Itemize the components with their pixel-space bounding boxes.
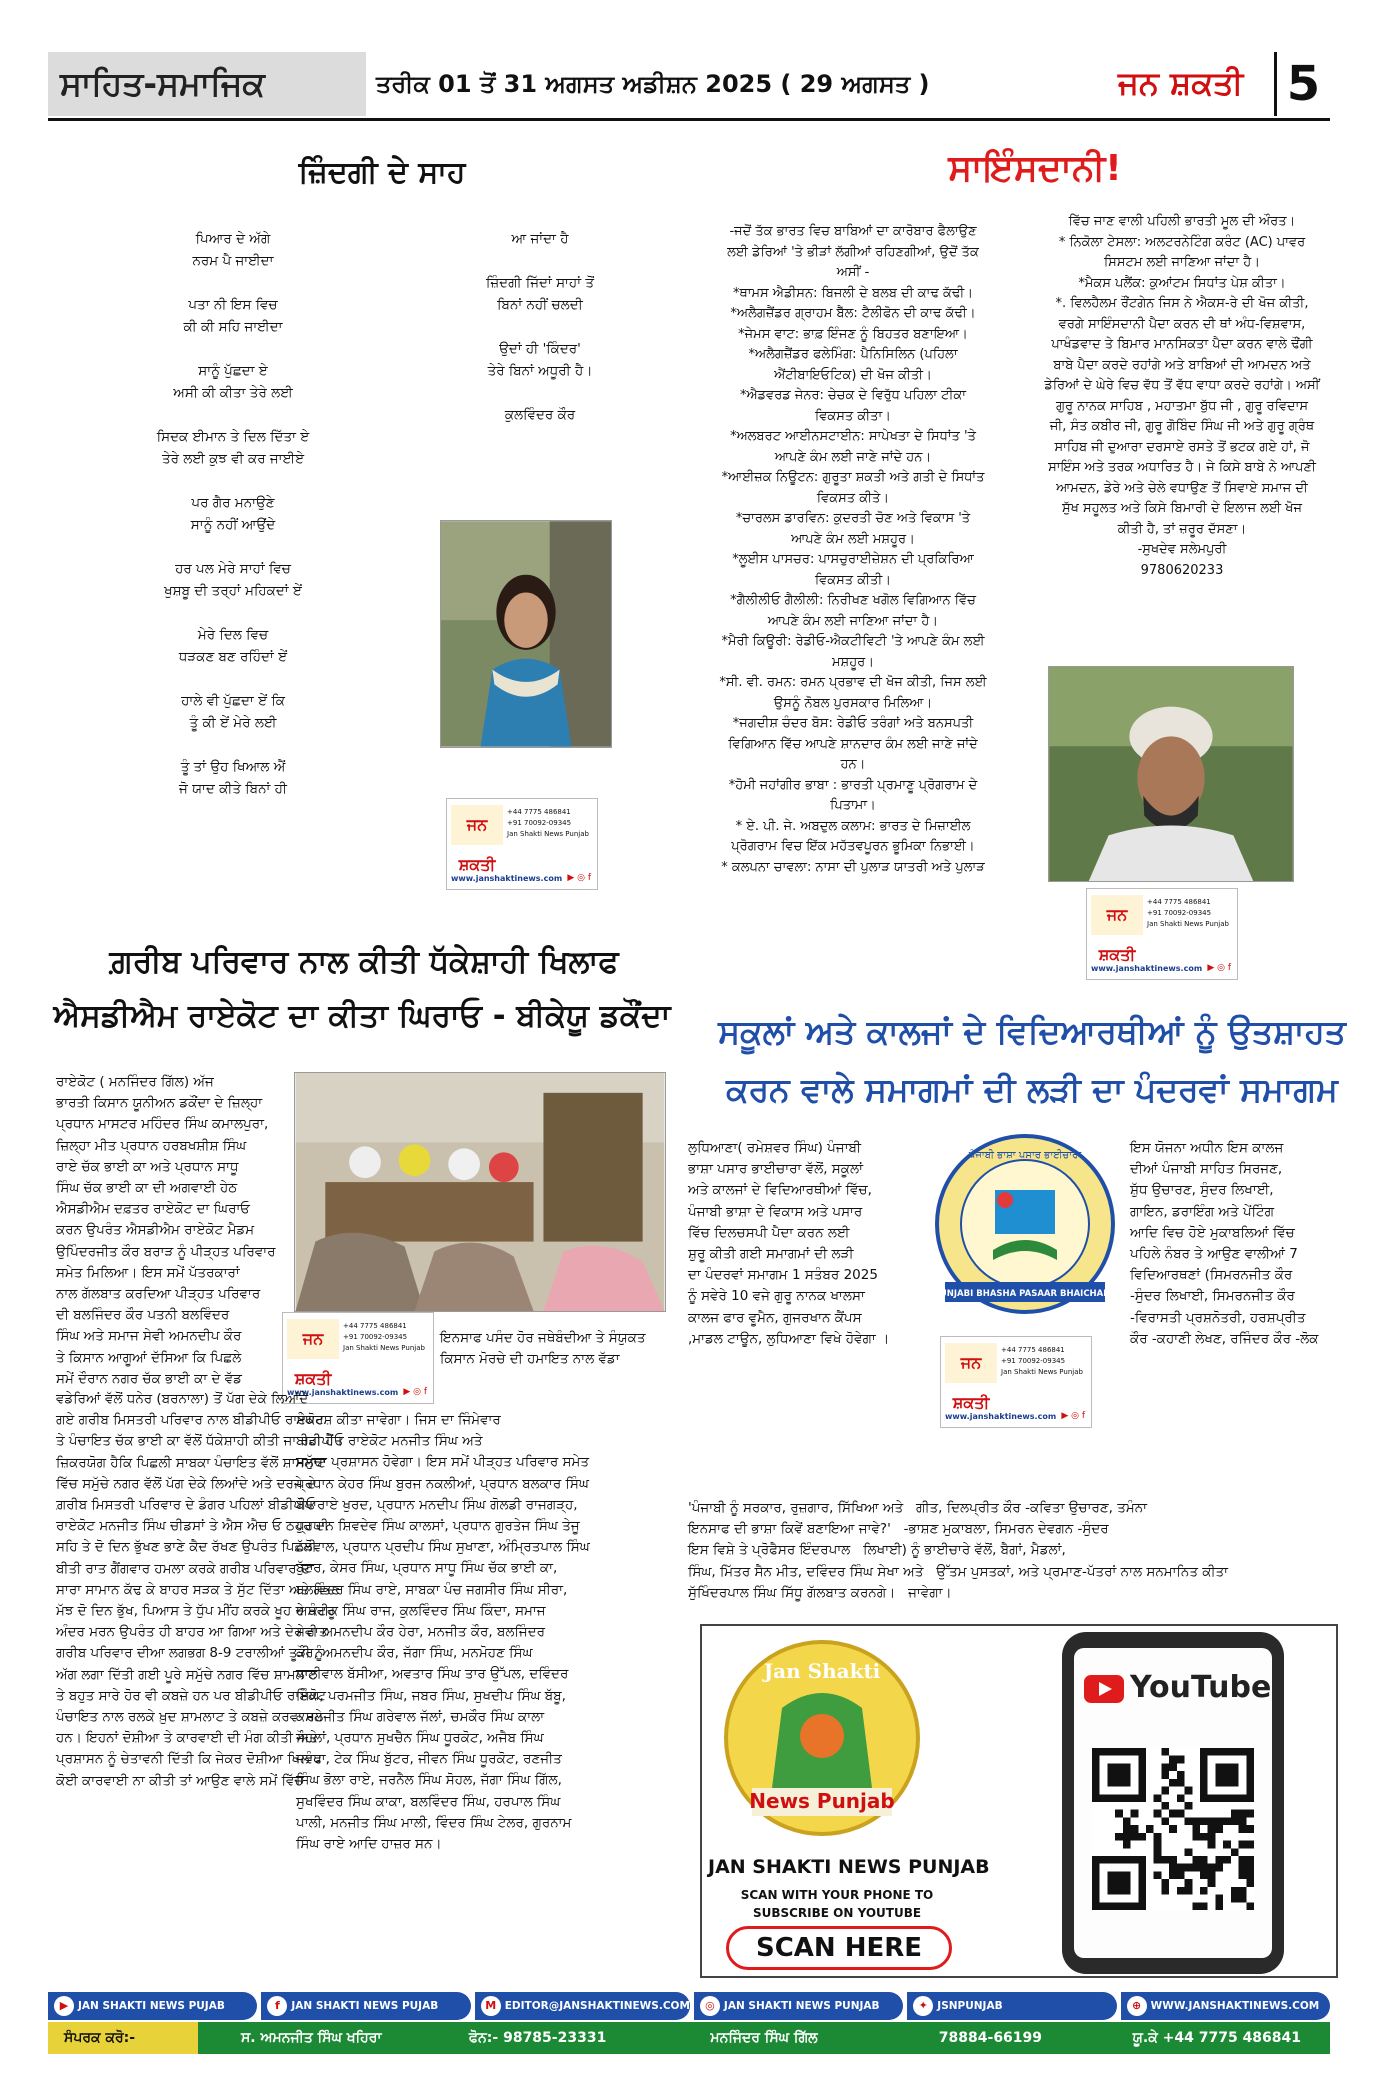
article-line: ਸੰਘਰਸ਼ ਕੀਤਾ ਜਾਵੇਗਾ। ਜਿਸ ਦਾ ਜਿੰਮੇਵਾਰ	[296, 1412, 501, 1428]
article-line: ਕੌਰ -ਕਹਾਣੀ ਲੇਖਣ, ਰਜਿੰਦਰ ਕੌਰ -ਲੋਕ	[1130, 1330, 1319, 1347]
poem-line: ਅਸੀ ਕੀ ਕੀਤਾ ਤੇਰੇ ਲਈ	[173, 385, 293, 401]
poem-stanza	[440, 272, 640, 316]
science-line: *ਅਲੈਗਜ਼ੈਂਡਰ ਗ੍ਰਾਹਮ ਬੈੱਲ: ਟੈਲੀਫੋਨ ਦੀ ਕਾਢ ਕੱਢੀ।	[730, 306, 976, 321]
article-line: ਪ੍ਰਸ਼ਾਸਨ ਨੂੰ ਚੇਤਾਵਨੀ ਦਿੱਤੀ ਕਿ ਜੇਕਰ ਦੋਸ਼ੀਆ ਖਿਲਾਫ	[56, 1751, 323, 1768]
article-line: -ਵਿਰਾਸਤੀ ਪ੍ਰਸ਼ਨੋਤਰੀ, ਹਰਸ਼ਪ੍ਰੀਤ	[1130, 1309, 1306, 1326]
stamp-phone-uk: +44 7775 486841	[1147, 898, 1211, 906]
jan-shakti-news-logo	[722, 1638, 922, 1838]
article-line: ਰਾਏਕੋਟ ਮਨਜੀਤ ਸਿੰਘ ਚੀਡਸਾਂ ਤੇ ਐਸ ਐਚ ਓ ਠਹੁਰ ਦੀ	[56, 1518, 329, 1535]
science-line: ਸੁੱਖ ਸਹੂਲਤ ਅਤੇ ਕਿਸੇ ਬਿਮਾਰੀ ਦੇ ਇਲਾਜ ਲਈ ਖੋਜ	[1062, 501, 1302, 516]
article-line: ਗਾਇਨ, ਡਰਾਇੰਗ ਅਤੇ ਪੇਂਟਿੰਗ	[1130, 1203, 1275, 1220]
article-line: ਗਏ ਗਰੀਬ ਮਿਸਤਰੀ ਪਰਿਵਾਰ ਨਾਲ ਬੀਡੀਪੀਓ ਰਾਏਕੋਟ	[56, 1412, 325, 1429]
article-line: ਕੌਰ, ਅਮਨਦੀਪ ਕੌਰ, ਜੱਗਾ ਸਿੰਘ, ਮਨਮੋਹਣ ਸਿੰਘ	[296, 1645, 533, 1662]
article-line: ਅੰਦਰ ਮਰਨ ਉਪਰੰਤ ਹੀ ਬਾਹਰ ਆ ਗਿਆ ਅਤੇ ਦੇਰ ਰਾਤ	[56, 1624, 328, 1641]
article-line: ਇਸ ਵਿਸ਼ੇ ਤੇ ਪ੍ਰੋਫੈਸਰ ਇੰਦਰਪਾਲ ਲਿਖਾਈ) ਨੂੰ ਭਾਈਚਾਰੇ ਵੱਲੋਂ, ਬੈਗਾਂ, ਮੈਡਲਾਂ,	[688, 1542, 1066, 1559]
article-line: ਪਹਿਲੇ ਨੰਬਰ ਤੇ ਆਉਣ ਵਾਲੀਆਂ 7	[1130, 1246, 1298, 1263]
science-line: ਵਿੱਚ ਜਾਣ ਵਾਲੀ ਪਹਿਲੀ ਭਾਰਤੀ ਮੂਲ ਦੀ ਔਰਤ।	[1068, 214, 1296, 229]
poem-line: ਤੂੰ ਕੀ ਏਂ ਮੇਰੇ ਲਈ	[189, 715, 277, 731]
article-line: ਬੁੱਟਰ, ਕੇਸਰ ਸਿੰਘ, ਪ੍ਰਧਾਨ ਸਾਧੂ ਸਿੰਘ ਚੱਕ ਭਾਈ ਕਾ,	[296, 1560, 558, 1577]
ad-scan-text	[722, 1886, 952, 1922]
stamp-url: www.janshaktinews.com	[1091, 964, 1203, 973]
article-line: ਦਾ ਪੰਦਰਵਾਂ ਸਮਾਗਮ 1 ਸਤੰਬਰ 2025	[688, 1267, 878, 1284]
poem-right-column	[440, 228, 640, 448]
article-line: ਸਮੁੱਚਾ ਪ੍ਰਸ਼ਾਸਨ ਹੋਵੇਗਾ। ਇਸ ਸਮੇਂ ਪੀੜ੍ਹਤ ਪਰਿਵਾਰ ਸਮੇਤ	[296, 1454, 590, 1471]
scan-line-1: SCAN WITH YOUR PHONE TO	[740, 1888, 934, 1902]
science-line: ਪਾਖੰਡਵਾਦ ਤੇ ਬਿਮਾਰ ਮਾਨਸਿਕਤਾ ਪੈਦਾ ਕਰਨ ਵਾਲੇ ਢੌਂਗੀ	[1051, 337, 1313, 352]
science-line: ਆਪਣੇ ਕੰਮ ਲਈ ਜਾਣੇ ਜਾਂਦੇ ਹਨ।	[774, 449, 932, 465]
science-line: ਵਿਕਸਤ ਕੀਤਾ।	[815, 408, 891, 424]
science-line: ਪਿਤਾਮਾ।	[830, 798, 876, 813]
jan-shakti-stamp-2	[1086, 888, 1238, 980]
jan-shakti-stamp-4	[940, 1336, 1092, 1428]
poem-stanza	[440, 338, 640, 382]
stamp-url: www.janshaktinews.com	[945, 1412, 1057, 1421]
footer-social-link[interactable]	[1121, 1992, 1330, 2020]
social-icon: ▶	[54, 1996, 74, 2016]
scan-here-button[interactable]: SCAN HERE	[726, 1926, 952, 1970]
science-line: *ਚਾਰਲਸ ਡਾਰਵਿਨ: ਕੁਦਰਤੀ ਚੋਣ ਅਤੇ ਵਿਕਾਸ 'ਤੇ	[735, 511, 971, 526]
article-line: ਸੁਖਵਿੰਦਰ ਸਿੰਘ ਕਾਕਾ, ਬਲਵਿੰਦਰ ਸਿੰਘ, ਹਰਪਾਲ ਸਿੰਘ	[296, 1793, 561, 1810]
article-line: ਸਮੇਤ ਮਿਲਿਆ। ਇਸ ਸਮੇਂ ਪੱਤਰਕਾਰਾਂ	[56, 1264, 240, 1281]
social-icon: M	[481, 1996, 501, 2016]
scan-line-2: SUBSCRIBE ON YOUTUBE	[752, 1906, 922, 1920]
social-icons: ▶ ◎ f	[1061, 1411, 1085, 1421]
social-icons: ▶ ◎ f	[567, 873, 591, 883]
article-line: ਬੀਤੀ ਰਾਤ ਗੈਂਗਵਾਰ ਹਮਲਾ ਕਰਕੇ ਗਰੀਬ ਪਰਿਵਾਰ ਦਾ	[56, 1560, 314, 1577]
poem-line: ਜ਼ਿੰਦਗੀ ਜਿੱਦਾਂ ਸਾਹਾਂ ਤੋਂ	[486, 275, 594, 291]
article-line: ਪ੍ਰਧਾਨ ਸ਼ਿਵਦੇਵ ਸਿੰਘ ਕਾਲਸਾਂ, ਪ੍ਰਧਾਨ ਗੁਰਤੇਜ ਸਿੰਘ ਤੇਜੂ	[296, 1518, 580, 1535]
science-line: ਸਾਹਿਬ ਜੀ ਦੁਆਰਾ ਦਰਸਾਏ ਰਸਤੇ ਤੋਂ ਭਟਕ ਗਏ ਹਾਂ, ਜੋ	[1054, 439, 1310, 455]
bhasha-logo-image	[935, 1130, 1115, 1318]
article-line: ਦੀਆਂ ਪੰਜਾਬੀ ਸਾਹਿਤ ਸਿਰਜਣ,	[1130, 1161, 1283, 1178]
article-line: ਪ੍ਰਧਾਨ ਮਾਸਟਰ ਮਹਿੰਦਰ ਸਿੰਘ ਕਮਾਲਪੁਰਾ,	[56, 1116, 269, 1133]
article-line: ਤੇ ਕਿਸਾਨ ਆਗੂਆਂ ਦੱਸਿਆ ਕਿ ਪਿਛਲੇ	[56, 1349, 242, 1366]
footer-social-label: JAN SHAKTI NEWS PUJAB	[78, 2000, 225, 2012]
article-line: ਭਾਸ਼ਾ ਪਸਾਰ ਭਾਈਚਾਰਾ ਵੱਲੋਂ, ਸਕੂਲਾਂ	[688, 1161, 863, 1178]
article-line: ਸਿੰਘ, ਪਰਮਜੀਤ ਸਿੰਘ, ਜਬਰ ਸਿੰਘ, ਸੁਖਦੀਪ ਸਿੰਘ ਬੱਬੂ,	[296, 1687, 566, 1704]
stamp-phone-uk: +44 7775 486841	[507, 808, 571, 816]
contact-uk: ਯੂ.ਕੇ +44 7775 486841	[1132, 2030, 1302, 2046]
poem-line: ਤੇਰੇ ਲਈ ਕੁਝ ਵੀ ਕਰ ਜਾਈਏ	[161, 451, 305, 467]
ad-title: JAN SHAKTI NEWS PUNJAB	[708, 1856, 990, 1878]
stamp-phone-in: +91 70092-09345	[507, 819, 572, 827]
science-line: ਗੁਰੂ ਨਾਨਕ ਸਾਹਿਬ , ਮਹਾਤਮਾ ਬੁੱਧ ਜੀ , ਗੁਰੂ ਰਵਿਦਾਸ	[1055, 398, 1309, 414]
science-line: * ਨਿਕੋਲਾ ਟੇਸਲਾ: ਅਲਟਰਨੇਟਿੰਗ ਕਰੰਟ (AC) ਪਾਵਰ	[1058, 234, 1306, 250]
article-line: ਸਾਰਾ ਸਾਮਾਨ ਕੱਢ ਕੇ ਬਾਹਰ ਸੜਕ ਤੇ ਸੁੱਟ ਦਿੱਤਾ ਅਤੇ ਗਭਣ	[56, 1581, 340, 1598]
article-right-col-d	[688, 1138, 928, 1350]
poem-line: ਤੇਰੇ ਬਿਨਾਂ ਅਧੂਰੀ ਹੈ।	[487, 363, 593, 379]
science-line: -ਸੁਖਦੇਵ ਸਲੇਮਪੁਰੀ	[1137, 542, 1227, 557]
science-line: ਵਿਕਸਤ ਕੀਤੇ।	[816, 490, 890, 506]
article-line: ਕਰਨ ਉਪਰੰਤ ਐਸਡੀਐਮ ਰਾਏਕੋਟ ਮੈਡਮ	[56, 1222, 255, 1239]
article-line: ਸ਼ੁੱਧ ਉਚਾਰਣ, ਸੁੰਦਰ ਲਿਖਾਈ,	[1130, 1182, 1274, 1199]
stamp-contacts	[343, 1321, 425, 1354]
article-line: ਹਨ। ਇਹਨਾਂ ਦੋਸ਼ੀਆ ਤੇ ਕਾਰਵਾਈ ਦੀ ਮੰਗ ਕੀਤੀ ਅਤੇ	[56, 1730, 318, 1747]
footer-social-link[interactable]	[694, 1992, 903, 2020]
footer-social-link[interactable]	[907, 1992, 1116, 2020]
science-left-column	[688, 222, 1018, 878]
science-line: *ਥਾਮਸ ਐਡੀਸਨ: ਬਿਜਲੀ ਦੇ ਬਲਬ ਦੀ ਕਾਢ ਕੱਢੀ।	[733, 285, 973, 301]
poem-stanza	[440, 228, 640, 250]
poet-photo	[440, 520, 612, 748]
article-line: ਲੁਧਿਆਣਾ( ਰਮੇਸ਼ਵਰ ਸਿੰਘ) ਪੰਜਾਬੀ	[688, 1140, 862, 1156]
article-line: ਰਾਏਕੋਟ ( ਮਨਜਿੰਦਰ ਗਿੱਲ) ਅੱਜ	[56, 1074, 214, 1090]
masthead-rule	[48, 118, 1330, 121]
science-line: ਜੀ, ਸੰਤ ਕਬੀਰ ਜੀ, ਗੁਰੂ ਗੋਬਿੰਦ ਸਿੰਘ ਜੀ ਅਤੇ ਗੁਰੂ ਗ੍ਰੰਥ	[1049, 419, 1315, 434]
article-line: ਤੇ ਬਹੁਤ ਸਾਰੇ ਹੋਰ ਵੀ ਕਬਜ਼ੇ ਹਨ ਪਰ ਬੀਡੀਪੀਓ ਰਾਏਕੋਟ	[56, 1687, 327, 1704]
article-right-headline-2: ਕਰਨ ਵਾਲੇ ਸਮਾਗਮਾਂ ਦੀ ਲੜੀ ਦਾ ਪੰਦਰਵਾਂ ਸਮਾਗਮ	[726, 1070, 1338, 1109]
article-line: ਬੋਪਾਰਾਏ ਖੁਰਦ, ਪ੍ਰਧਾਨ ਮਨਦੀਪ ਸਿੰਘ ਗੋਲਡੀ ਰਾਜਗੜ੍ਹ,	[296, 1496, 578, 1513]
article-line: 'ਪੰਜਾਬੀ ਨੂੰ ਸਰਕਾਰ, ਰੁਜ਼ਗਾਰ, ਸਿੱਖਿਆ ਅਤੇ ਗੀਤ, ਦਿਲਪ੍ਰੀਤ ਕੌਰ -ਕਵਿਤਾ ਉਚਾਰਣ, ਤਮੰਨਾ	[688, 1500, 1148, 1516]
poem-line: ਸਿਦਕ ਈਮਾਨ ਤੇ ਦਿਲ ਦਿੱਤਾ ਏ	[156, 429, 310, 445]
article-line: ਜਵੰਧਾ, ਟੇਕ ਸਿੰਘ ਬੁੱਟਰ, ਜੀਵਨ ਸਿੰਘ ਧੂਰਕੋਟ, ਰਣਜੀਤ	[296, 1751, 562, 1768]
article-line: ਸੇਵੀ ਅਮਨਦੀਪ ਕੌਰ ਹੇਰਾ, ਮਨਜੀਤ ਕੌਰ, ਬਲਜਿੰਦਰ	[296, 1624, 546, 1641]
bhasha-pasaar-logo	[935, 1130, 1115, 1318]
poem-line: ਧੜਕਣ ਬਣ ਰਹਿੰਦਾਂ ਏਂ	[178, 649, 288, 665]
poem-stanza	[128, 228, 338, 272]
science-line: ਵਿਗਿਆਨ ਵਿੱਚ ਆਪਣੇ ਸ਼ਾਨਦਾਰ ਕੰਮ ਲਈ ਜਾਣੇ ਜਾਂਦੇ	[728, 736, 978, 752]
science-line: ਕੀਤੀ ਹੈ, ਤਾਂ ਜ਼ਰੂਰ ਦੱਸਣਾ।	[1117, 521, 1247, 537]
article-line: -ਸੁੰਦਰ ਲਿਖਾਈ, ਸਿਮਰਨਜੀਤ ਕੌਰ	[1130, 1288, 1295, 1305]
social-icons: ▶ ◎ f	[1207, 963, 1231, 973]
youtube-play-icon	[1084, 1675, 1124, 1703]
science-line: ਆਪਣੇ ਕੰਮ ਲਈ ਮਸ਼ਹੂਰ।	[791, 531, 915, 547]
science-line: *ਜੇਮਸ ਵਾਟ: ਭਾਫ਼ ਇੰਜਣ ਨੂੰ ਬਿਹਤਰ ਬਣਾਇਆ।	[738, 326, 968, 342]
science-line: * ਏ. ਪੀ. ਜੇ. ਅਬਦੁਲ ਕਲਾਮ: ਭਾਰਤ ਦੇ ਮਿਜ਼ਾਈਲ	[735, 818, 971, 834]
science-line: *ਲੂਈਸ ਪਾਸਚਰ: ਪਾਸਚੁਰਾਈਜ਼ੇਸ਼ਨ ਦੀ ਪ੍ਰਕਿਰਿਆ	[732, 552, 974, 567]
science-line: ਮਸ਼ਹੂਰ।	[831, 654, 875, 670]
poem-line: ਸਾਨੂੰ ਪੁੱਛਦਾ ਏ	[198, 363, 268, 379]
article-line: ਆਦਿ ਵਿਚ ਹੋਏ ਮੁਕਾਬਲਿਆਂ ਵਿੱਚ	[1130, 1224, 1295, 1241]
article-line: ਨੂੰ ਸਵੇਰੇ 10 ਵਜੇ ਗੁਰੂ ਨਾਨਕ ਖਾਲਸਾ	[688, 1288, 865, 1305]
page-number: 5	[1274, 52, 1330, 116]
science-line: *ਹੋਮੀ ਜਹਾਂਗੀਰ ਭਾਬਾ : ਭਾਰਤੀ ਪ੍ਰਮਾਣੂ ਪ੍ਰੋਗਰਾਮ ਦੇ	[728, 777, 978, 793]
science-title: ਸਾਇੰਸਦਾਨੀ!	[948, 148, 1122, 189]
date-line: ਤਰੀਕ 01 ਤੋਂ 31 ਅਗਸਤ ਅਡੀਸ਼ਨ 2025 ( 29 ਅਗਸਤ )	[376, 70, 930, 98]
article-line: ਵਡੇਰਿਆਂ ਵੱਲੋਂ ਧਨੇਰ (ਬਰਨਾਲਾ) ਤੋਂ ਪੱਗ ਦੇਕੇ ਲਿਆਂਦੇ	[56, 1391, 309, 1407]
science-line: ਆਪਣੇ ਕੰਮ ਲਈ ਜਾਣਿਆ ਜਾਂਦਾ ਹੈ।	[767, 613, 939, 629]
article-left-col-c-top	[440, 1328, 666, 1370]
stamp-phone-uk: +44 7775 486841	[1001, 1346, 1065, 1354]
poem-line: ਕੁਲਵਿੰਦਰ ਕੌਰ	[504, 407, 576, 423]
poem-line: ਹਰ ਪਲ ਮੇਰੇ ਸਾਹਾਂ ਵਿਚ	[175, 561, 291, 577]
poem-line: ਤੂੰ ਤਾਂ ਉਹ ਖਿਆਲ ਐਂ	[180, 759, 286, 775]
stamp-phone-in: +91 70092-09345	[1001, 1357, 1066, 1365]
social-icon: ⊕	[1127, 1996, 1147, 2016]
article-right-headline-1: ਸਕੂਲਾਂ ਅਤੇ ਕਾਲਜਾਂ ਦੇ ਵਿਦਿਆਰਥੀਆਂ ਨੂੰ ਉਤਸ਼ਾਹਤ	[718, 1012, 1346, 1051]
poem-stanza	[128, 558, 338, 602]
science-line: ਡੇਰਿਆਂ ਦੇ ਘੇਰੇ ਵਿਚ ਵੱਧ ਤੋਂ ਵੱਧ ਵਾਧਾ ਕਰਦੇ ਰਹਾਂਗੇ। ਅਸੀਂ	[1044, 378, 1320, 393]
meeting-photo	[294, 1072, 666, 1312]
qr-code-image	[1092, 1748, 1254, 1910]
poet-photo-image	[441, 521, 611, 747]
article-line: ਅੱਗ ਲਗਾ ਦਿੱਤੀ ਗਈ ਪੂਰੇ ਸਮੁੱਚੇ ਨਗਰ ਵਿੱਚ ਸ਼ਾਮਲਾਟ	[56, 1666, 318, 1683]
footer-contact-bar	[48, 2022, 1330, 2054]
footer-social-link[interactable]	[475, 1992, 690, 2020]
article-line: ਇਸ ਯੋਜਨਾ ਅਧੀਨ ਇਸ ਕਾਲਜ	[1130, 1140, 1284, 1156]
logo-top-text: Jan Shakti	[763, 1659, 881, 1683]
stamp-contacts	[1147, 897, 1229, 930]
contact-label: ਸੰਪਰਕ ਕਰੋ:-	[48, 2022, 198, 2054]
article-line: ਭਾਰਤੀ ਕਿਸਾਨ ਯੂਨੀਅਨ ਡਕੌਂਦਾ ਦੇ ਜ਼ਿਲ੍ਹਾ	[56, 1095, 263, 1112]
article-line: ਜ਼ਿਲ੍ਹਾ ਮੀਤ ਪ੍ਰਧਾਨ ਹਰਬਖਸ਼ੀਸ਼ ਸਿੰਘ	[56, 1137, 247, 1154]
article-line: ਪੰਚਾਇਤ ਨਾਲ ਰਲਕੇ ਖ਼ੁਦ ਸ਼ਾਮਲਾਟ ਤੇ ਕਬਜ਼ੇ ਕਰਵਾ ਰਹੇ	[56, 1709, 324, 1726]
poem-stanza	[128, 690, 338, 734]
science-line: -ਜਦੋਂ ਤੱਕ ਭਾਰਤ ਵਿਚ ਬਾਬਿਆਂ ਦਾ ਕਾਰੋਬਾਰ ਫੈਲਾਉਣ	[729, 224, 977, 239]
stamp-name: Jan Shakti News Punjab	[1001, 1368, 1083, 1376]
social-icon: ✦	[913, 1996, 933, 2016]
jan-shakti-stamp	[446, 798, 598, 890]
stamp-contacts	[507, 807, 589, 840]
footer-social-label: JSNPUNJAB	[937, 2000, 1003, 2012]
social-icon: ◎	[700, 1996, 720, 2016]
science-line: *ਮੈਰੀ ਕਿਊਰੀ: ਰੇਡੀਓ-ਐਕਟੀਵਿਟੀ 'ਤੇ ਆਪਣੇ ਕੰਮ ਲਈ	[721, 634, 985, 649]
youtube-brand	[1084, 1670, 1272, 1705]
stamp-name: Jan Shakti News Punjab	[507, 830, 589, 838]
poem-stanza	[128, 492, 338, 536]
article-line: ਰਾਏ ਚੱਕ ਭਾਈ ਕਾ ਅਤੇ ਪ੍ਰਧਾਨ ਸਾਧੂ	[56, 1158, 239, 1175]
section-title: ਸਾਹਿਤ-ਸਮਾਜਿਕ	[48, 52, 366, 116]
science-line: *ਜਗਦੀਸ਼ ਚੰਦਰ ਬੋਸ: ਰੇਡੀਓ ਤਰੰਗਾਂ ਅਤੇ ਬਨਸਪਤੀ	[732, 716, 974, 731]
article-left-col-b	[56, 1389, 659, 1974]
poem-line: ਨਰਮ ਪੈ ਜਾਈਦਾ	[192, 253, 274, 269]
science-line: *ਆਈਜ਼ਕ ਨਿਊਟਨ: ਗੁਰੂਤਾ ਸ਼ਕਤੀ ਅਤੇ ਗਤੀ ਦੇ ਸਿਧਾਂਤ	[721, 470, 985, 485]
science-line: ਸਾਇੰਸ ਅਤੇ ਤਰਕ ਅਧਾਰਿਤ ਹੈ। ਜੇ ਕਿਸੇ ਬਾਬੇ ਨੇ ਆਪਣੀ	[1048, 460, 1316, 475]
poem-line: ਸਾਨੂੰ ਨਹੀਂ ਆਉਂਦੇ	[190, 517, 276, 533]
article-line: ਤੇ ਪੰਚਾਇਤ ਚੱਕ ਭਾਈ ਕਾ ਵੱਲੋਂ ਧੱਕੇਸ਼ਾਹੀ ਕੀਤੀ ਜਾ ਰਹੀ ਹੈਂ।	[56, 1433, 343, 1450]
article-line: ਗ਼ਰੀਬ ਮਿਸਤਰੀ ਪਰਿਵਾਰ ਦੇ ਡੰਗਰ ਪਹਿਲਾਂ ਬੀਡੀਪੀਓ	[56, 1497, 316, 1514]
science-right-column	[1032, 212, 1332, 581]
science-line: ਹਨ।	[840, 757, 866, 772]
stamp-logo: ਜਨ ਸ਼ਕਤੀ	[945, 1343, 997, 1383]
article-line: ਪੰਜਾਬੀ ਭਾਸ਼ਾ ਦੇ ਵਿਕਾਸ ਅਤੇ ਪਸਾਰ	[688, 1203, 863, 1220]
science-line: ਐਂਟੀਬਾਇਓਟਿਕ) ਦੀ ਖੋਜ ਕੀਤੀ।	[774, 367, 932, 383]
article-line: ਉਪਿੰਦਰਜੀਤ ਕੌਰ ਬਰਾੜ ਨੂੰ ਪੀੜ੍ਹਤ ਪਰਿਵਾਰ	[56, 1243, 276, 1260]
article-line: ਬੀਡੀਪੀਓ ਰਾਏਕੋਟ ਮਨਜੀਤ ਸਿੰਘ ਅਤੇ	[296, 1433, 483, 1450]
article-line: ਇਨਸਾਫ ਪਸੰਦ ਹੋਰ ਜਥੇਬੰਦੀਆ ਤੇ ਸੰਯੁਕਤ	[440, 1330, 646, 1346]
phone-mockup	[1062, 1632, 1284, 1974]
poem-line: ਖੁਸ਼ਬੂ ਦੀ ਤਰ੍ਹਾਂ ਮਹਿਕਦਾਂ ਏਂ	[164, 583, 302, 599]
contact-name-1: ਸ. ਅਮਨਜੀਤ ਸਿੰਘ ਖਹਿਰਾ	[240, 2030, 382, 2046]
science-line: ਲਈ ਡੇਰਿਆਂ 'ਤੇ ਭੀੜਾਂ ਲੱਗੀਆਂ ਰਹਿਣਗੀਆਂ, ਉਦੋਂ ਤੱਕ	[727, 244, 979, 260]
science-line: *ਅਲਬਰਟ ਆਈਨਸਟਾਈਨ: ਸਾਪੇਖਤਾ ਦੇ ਸਿਧਾਂਤ 'ਤੇ	[730, 429, 976, 444]
science-line: ਬਾਬੇ ਪੈਦਾ ਕਰਦੇ ਰਹਾਂਗੇ ਅਤੇ ਬਾਬਿਆਂ ਦੀ ਆਮਦਨ ਅਤੇ	[1053, 357, 1311, 373]
article-line: ਸਿੰਘ ਚੱਕ ਭਾਈ ਕਾ ਦੀ ਅਗਵਾਈ ਹੇਠ	[56, 1180, 238, 1197]
poem-stanza	[128, 756, 338, 800]
science-line: *ਐਡਵਰਡ ਜੇਨਰ: ਚੇਚਕ ਦੇ ਵਿਰੁੱਧ ਪਹਿਲਾ ਟੀਕਾ	[739, 388, 967, 403]
article-line: ਕਿਸਾਨ ਮੋਰਚੇ ਦੀ ਹਮਾਇਤ ਨਾਲ ਵੱਡਾ	[440, 1351, 620, 1368]
science-line: ਅਸੀਂ -	[836, 265, 870, 280]
article-left-headline-2: ਐਸਡੀਐਮ ਰਾਏਕੋਟ ਦਾ ਕੀਤਾ ਘਿਰਾਓ - ਬੀਕੇਯੂ ਡਕੌਂਦਾ	[53, 998, 671, 1034]
poem-line: ਪਰ ਗੈਰ ਮਨਾਉਣੇ	[191, 495, 275, 511]
poem-line: ਕੀ ਕੀ ਸਹਿ ਜਾਈਦਾ	[183, 319, 283, 335]
footer-social-label: EDITOR@JANSHAKTINEWS.COM	[504, 2000, 690, 2012]
stamp-phone-in: +91 70092-09345	[1147, 909, 1212, 917]
article-line: ਧਾਲੀਵਾਲ ਬੱਸੀਆ, ਅਵਤਾਰ ਸਿੰਘ ਤਾਰ ਉੱਪਲ, ਦਵਿੰਦਰ	[296, 1666, 569, 1683]
brand-name: ਜਨ ਸ਼ਕਤੀ	[1118, 64, 1244, 102]
poem-stanza	[128, 624, 338, 668]
stamp-phone-in: +91 70092-09345	[343, 1333, 408, 1341]
article-line: ਸਿੰਘ ਭੋਲਾ ਰਾਏ, ਜਰਨੈਲ ਸਿੰਘ ਸੋਹਲ, ਜੱਗਾ ਸਿੰਘ ਗਿੱਲ,	[296, 1772, 562, 1789]
article-line: ਪਾਲੀ, ਮਨਜੀਤ ਸਿੰਘ ਮਾਲੀ, ਵਿੰਦਰ ਸਿੰਘ ਟੇਲਰ, ਗੁਰਨਾਮ	[296, 1814, 572, 1831]
article-right-col-e	[1130, 1138, 1342, 1350]
poem-line: ਜੋ ਯਾਦ ਕੀਤੇ ਬਿਨਾਂ ਹੀ	[179, 781, 287, 797]
article-line: ਐਸਡੀਐਮ ਦਫ਼ਤਰ ਰਾਏਕੋਟ ਦਾ ਘਿਰਾਓ	[56, 1201, 250, 1218]
science-line: ਵਰਗੇ ਸਾਇੰਸਦਾਨੀ ਪੈਦਾ ਕਰਨ ਦੀ ਥਾਂ ਅੰਧ-ਵਿਸ਼ਵਾਸ,	[1058, 316, 1306, 332]
article-line: ਮੱਝ ਦੋ ਦਿਨ ਭੁੱਖ, ਪਿਆਸ ਤੇ ਧੁੱਪ ਮੀਂਹ ਕਰਕੇ ਖੂਹ ਦੇ ਕੰਟਰੂ	[56, 1603, 335, 1620]
science-line: ਆਮਦਨ, ਡੇਰੇ ਅਤੇ ਚੇਲੇ ਵਧਾਉਣ ਤੋਂ ਸਿਵਾਏ ਸਮਾਜ ਦੀ	[1056, 480, 1308, 496]
poem-line: ਮੇਰੇ ਦਿਲ ਵਿਚ	[197, 627, 269, 643]
footer-social-link[interactable]	[261, 1992, 470, 2020]
footer-social-link[interactable]	[48, 1992, 257, 2020]
article-line: ਕਾਲਜ ਫਾਰ ਵੂਮੈਨ, ਗੁਜਰਖਾਨ ਕੈਂਪਸ	[688, 1309, 862, 1326]
article-line: ਕੋਈ ਕਾਰਵਾਈ ਨਾ ਕੀਤੀ ਤਾਂ ਆਉਣ ਵਾਲੇ ਸਮੇਂ ਵਿੱਚ	[56, 1772, 304, 1789]
poem-stanza	[128, 360, 338, 404]
article-left-col-a	[56, 1072, 288, 1390]
logo-bottom-text: News Punjab	[749, 1789, 895, 1813]
poem-line: ਬਿਨਾਂ ਨਹੀਂ ਚਲਦੀ	[497, 297, 583, 313]
stamp-name: Jan Shakti News Punjab	[343, 1344, 425, 1352]
article-left-headline-1: ਗ਼ਰੀਬ ਪਰਿਵਾਰ ਨਾਲ ਕੀਤੀ ਧੱਕੇਸ਼ਾਹੀ ਖਿਲਾਫ	[109, 944, 619, 980]
science-line: ਸਿਸਟਮ ਲਈ ਜਾਣਿਆ ਜਾਂਦਾ ਹੈ।	[1103, 255, 1260, 270]
article-line: ਸ਼ੁਰੂ ਕੀਤੀ ਗਈ ਸਮਾਗਮਾਂ ਦੀ ਲੜੀ	[688, 1246, 854, 1263]
science-line: ਵਿਕਸਤ ਕੀਤੀ।	[814, 572, 892, 588]
science-line: * ਕਲਪਨਾ ਚਾਵਲਾ: ਨਾਸਾ ਦੀ ਪੁਲਾੜ ਯਾਤਰੀ ਅਤੇ ਪੁਲਾੜ	[721, 859, 985, 875]
science-line: *ਮੈਕਸ ਪਲੈਂਕ: ਕੁਆਂਟਮ ਸਿਧਾਂਤ ਪੇਸ਼ ਕੀਤਾ।	[1078, 275, 1286, 291]
phone-screen	[1074, 1648, 1272, 1958]
masthead	[48, 52, 1330, 122]
science-line: 9780620233	[1140, 562, 1224, 578]
poem-stanza	[128, 426, 338, 470]
article-line: ਸਿੰਘ ਰਾਏ ਆਦਿ ਹਾਜ਼ਰ ਸਨ।	[296, 1836, 442, 1853]
poem-left-column	[128, 228, 338, 822]
poem-stanza	[128, 294, 338, 338]
stamp-url: www.janshaktinews.com	[451, 874, 563, 883]
article-line: ਵਿੱਚ ਦਿਲਚਸਪੀ ਪੈਦਾ ਕਰਨ ਲਈ	[688, 1224, 850, 1241]
author-photo	[1048, 666, 1294, 882]
footer-social-label: JAN SHAKTI NEWS PUJAB	[291, 2000, 439, 2012]
article-line: ਸਿੰਘ ਅਤੇ ਸਮਾਜ ਸੇਵੀ ਅਮਨਦੀਪ ਕੌਰ	[56, 1328, 242, 1345]
article-line: ਜੌਹਲਾਂ, ਪ੍ਰਧਾਨ ਸੁਖਚੈਨ ਸਿੰਘ ਧੂਰਕੋਟ, ਅਜੈਬ ਸਿੰਘ	[296, 1730, 544, 1747]
article-line: ਸਹਿ ਤੇ ਦੋ ਦਿਨ ਭੁੱਖਣ ਭਾਣੇ ਕੈਦ ਰੱਖਣ ਉਪਰੰਤ ਪਿਛਲੀ	[56, 1539, 317, 1556]
footer-social-label: WWW.JANSHAKTINEWS.COM	[1150, 2000, 1320, 2012]
footer-social-bar	[48, 1992, 1330, 2020]
poem-title: ਜ਼ਿੰਦਗੀ ਦੇ ਸਾਹ	[298, 155, 466, 190]
article-line: ਅਮਰੀਕ ਸਿੰਘ ਰਾਜ, ਕੁਲਵਿੰਦਰ ਸਿੰਘ ਕਿੰਦਾ, ਸਮਾਜ	[296, 1602, 546, 1619]
science-line: *ਸੀ. ਵੀ. ਰਮਨ: ਰਮਨ ਪ੍ਰਭਾਵ ਦੀ ਖੋਜ ਕੀਤੀ, ਜਿਸ ਲਈ	[719, 675, 987, 690]
article-line: ਜ਼ਿਕਰਯੋਗ ਹੈਕਿ ਪਿਛਲੀ ਸਾਬਕਾ ਪੰਚਾਇਤ ਵੱਲੋਂ ਸ਼ਾਮਲਾਟ	[56, 1454, 327, 1471]
meeting-photo-image	[295, 1073, 665, 1311]
poem-line: ਉਦਾਂ ਹੀ 'ਕਿੰਦਰ'	[499, 341, 581, 357]
article-line: ਅਤੇ ਕਾਲਜਾਂ ਦੇ ਵਿਦਿਆਰਥੀਆਂ ਵਿੱਚ,	[688, 1182, 872, 1199]
article-line: ,ਮਾਡਲ ਟਾਊਨ, ਲੁਧਿਆਣਾ ਵਿਖੇ ਹੋਵੇਗਾ ।	[688, 1330, 890, 1347]
social-icon: f	[267, 1996, 287, 2016]
article-line: ਵਿਦਿਆਰਥਣਾਂ (ਸਿਮਰਨਜੀਤ ਕੌਰ	[1130, 1267, 1293, 1284]
poem-stanza	[440, 404, 640, 426]
article-line: ਸਮੇਂ ਦੌਰਾਨ ਨਗਰ ਚੱਕ ਭਾਈ ਕਾ ਦੇ ਵੱਡ	[56, 1370, 242, 1387]
article-line: ਬਲਵਿੰਦਰ ਸਿੰਘ ਰਾਏ, ਸਾਬਕਾ ਪੰਚ ਜਗਸੀਰ ਸਿੰਘ ਸੀਰਾ,	[296, 1581, 568, 1598]
stamp-phone-uk: +44 7775 486841	[343, 1322, 407, 1330]
science-line: *. ਵਿਲਹੈਲਮ ਰੌਂਟਗੇਨ ਜਿਸ ਨੇ ਐਕਸ-ਰੇ ਦੀ ਖੋਜ ਕੀਤੀ,	[1055, 296, 1309, 311]
social-icons: ▶ ◎ f	[403, 1387, 427, 1397]
stamp-name: Jan Shakti News Punjab	[1147, 920, 1229, 928]
stamp-logo: ਜਨ ਸ਼ਕਤੀ	[287, 1319, 339, 1359]
contact-phone-1: ਫੋਨ:- 98785-23331	[468, 2030, 607, 2046]
poem-line: ਹਾਲੇ ਵੀ ਪੁੱਛਦਾ ਏਂ ਕਿ	[181, 693, 285, 709]
article-right-col-f	[688, 1498, 1342, 1604]
poem-line: ਪਿਆਰ ਦੇ ਅੱਗੇ	[195, 231, 271, 247]
article-line: ਵਿੱਚ ਸਮੁੱਚੇ ਨਗਰ ਵੱਲੋਂ ਪੱਗ ਦੇਕੇ ਲਿਆਂਦੇ ਅਤੇ ਦਰਜੇ ਦੇ	[56, 1475, 316, 1492]
stamp-logo: ਜਨ ਸ਼ਕਤੀ	[451, 805, 503, 845]
article-line: ਕਮਲਜੀਤ ਸਿੰਘ ਗਰੇਵਾਲ ਜੱਲਾਂ, ਚਮਕੌਰ ਸਿੰਘ ਕਾਲਾ	[296, 1708, 545, 1725]
article-line: ਇਨਸਾਫ ਦੀ ਭਾਸ਼ਾ ਕਿਵੇਂ ਬਣਾਇਆ ਜਾਵੇ?' -ਭਾਸ਼ਣ ਮੁਕਾਬਲਾ, ਸਿਮਰਨ ਦੇਵਗਨ -ਸੁੰਦਰ	[688, 1521, 1109, 1538]
poem-line: ਪਤਾ ਨੀ ਇਸ ਵਿਚ	[188, 297, 278, 313]
article-line: ਪ੍ਰਧਾਨ ਕੇਹਰ ਸਿੰਘ ਬੁਰਜ ਨਕਲੀਆਂ, ਪ੍ਰਧਾਨ ਬਲਕਾਰ ਸਿੰਘ	[296, 1475, 589, 1492]
article-line: ਗਰੀਬ ਪਰਿਵਾਰ ਦੀਆ ਲਗਭਗ 8-9 ਟਰਾਲੀਆਂ ਤੂੜੀ ਨੂੰ	[56, 1645, 324, 1662]
article-line: ਨੱਥੋਵਾਲ, ਪ੍ਰਧਾਨ ਪ੍ਰਦੀਪ ਸਿੰਘ ਸੁਖਾਣਾ, ਅੰਮ੍ਰਿਤਪਾਲ ਸਿੰਘ	[296, 1539, 590, 1556]
article-line: ਦੀ ਬਲਜਿੰਦਰ ਕੌਰ ਪਤਨੀ ਬਲਵਿੰਦਰ	[56, 1307, 230, 1324]
author-photo-image	[1049, 667, 1293, 881]
stamp-logo: ਜਨ ਸ਼ਕਤੀ	[1091, 895, 1143, 935]
science-line: ਪ੍ਰੋਗਰਾਮ ਵਿਚ ਇੱਕ ਮਹੱਤਵਪੂਰਨ ਭੂਮਿਕਾ ਨਿਭਾਈ।	[731, 839, 975, 854]
youtube-word: YouTube	[1130, 1670, 1272, 1705]
science-line: ਉਸਨੂੰ ਨੋਬਲ ਪੁਰਸਕਾਰ ਮਿਲਿਆ।	[773, 695, 933, 711]
contact-name-2: ਮਨਜਿੰਦਰ ਸਿੰਘ ਗਿੱਲ	[710, 2030, 818, 2046]
science-line: *ਅਲੈਗਜ਼ੈਂਡਰ ਫਲੇਮਿੰਗ: ਪੈਨਿਸਿਲਿਨ (ਪਹਿਲਾ	[748, 347, 958, 362]
article-line: ਸੁੱਖਿੰਦਰਪਾਲ ਸਿੰਘ ਸਿੱਧੂ ਗੱਲਬਾਤ ਕਰਨਗੇ। ਜਾਵੇਗਾ।	[688, 1584, 952, 1601]
science-line: *ਗੈਲੀਲੀਓ ਗੈਲੀਲੀ: ਨਿਰੀਖਣ ਖਗੋਲ ਵਿਗਿਆਨ ਵਿੱਚ	[730, 593, 976, 608]
footer-social-label: JAN SHAKTI NEWS PUNJAB	[723, 2000, 880, 2012]
article-line: ਨਾਲ ਗੱਲਬਾਤ ਕਰਦਿਆ ਪੀੜ੍ਹਤ ਪਰਿਵਾਰ	[56, 1286, 261, 1303]
stamp-contacts	[1001, 1345, 1083, 1378]
article-line: ਸਿੰਘ, ਮਿੱਤਰ ਸੈਨ ਮੀਤ, ਦਵਿੰਦਰ ਸਿੰਘ ਸੇਖਾ ਅਤੇ ਉੱਤਮ ਪੁਸਤਕਾਂ, ਅਤੇ ਪ੍ਰਮਾਣ-ਪੱਤਰਾਂ ਨਾਲ ਸਨਮਾਨਿਤ ਕੀਤਾ	[688, 1563, 1229, 1580]
contact-phone-2: 78884-66199	[938, 2030, 1043, 2046]
poem-line: ਆ ਜਾਂਦਾ ਹੈ	[511, 231, 569, 247]
bhasha-logo-bottom-text: PUNJABI BHASHA PASAAR BHAICHARA	[933, 1289, 1117, 1299]
bhasha-logo-top-text: ਪੰਜਾਬੀ ਭਾਸ਼ਾ ਪਸਾਰ ਭਾਈਚਾਰਾ	[968, 1150, 1082, 1161]
stamp-url: www.janshaktinews.com	[287, 1388, 399, 1397]
jan-shakti-news-logo-image	[722, 1638, 922, 1838]
qr-code[interactable]	[1092, 1748, 1254, 1910]
youtube-ad	[700, 1624, 1338, 1978]
